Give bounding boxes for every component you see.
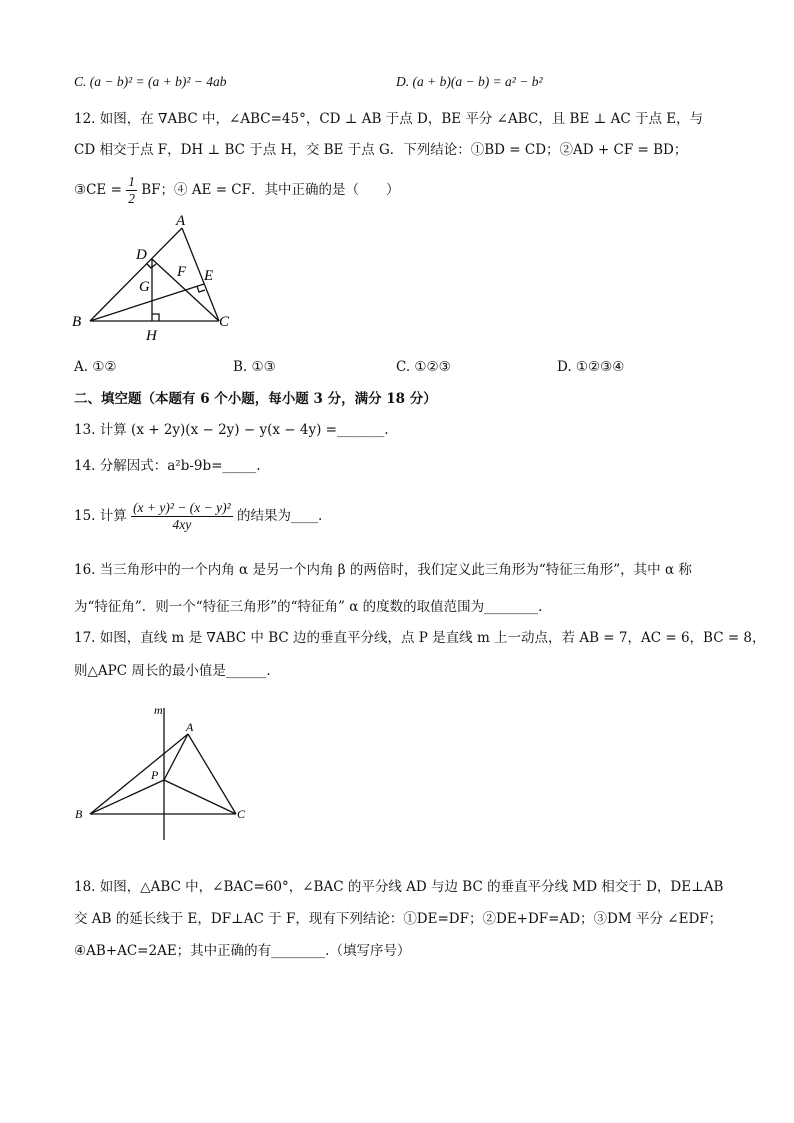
q17-segment-ab xyxy=(90,734,188,814)
q17-label-m: m xyxy=(154,703,163,717)
q15-prefix: 15. 计算 xyxy=(74,508,127,524)
q12-segment-ac xyxy=(182,228,219,321)
q17-label-a: A xyxy=(186,720,194,734)
q15-suffix: 的结果为____. xyxy=(236,508,323,524)
q12-right-angle-e xyxy=(197,286,205,292)
q16-line2: 为“特征角”．则一个“特征三角形”的“特征角” α 的度数的取值范围为________. xyxy=(74,599,543,615)
q12-fraction xyxy=(126,174,137,207)
q12-label-d: D xyxy=(136,247,147,263)
q12-label-a: A xyxy=(176,213,186,229)
q12-label-c: C xyxy=(219,314,230,330)
q18-line3: ④AB+AC=2AE；其中正确的有________.（填写序号） xyxy=(74,943,411,959)
q17-figure xyxy=(70,700,260,845)
q18-line2: 交 AB 的延长线于 E，DF⊥AC 于 F，现有下列结论：①DE=DF；②DE+DF=AD；③DM 平分 ∠EDF； xyxy=(74,911,723,927)
q16-line1: 16. 当三角形中的一个内角 α 是另一个内角 β 的两倍时，我们定义此三角形为“特征三角形”，其中 α 称 xyxy=(74,562,692,578)
q17-segment-pa xyxy=(164,734,188,780)
q12-option-b: B. ①③ xyxy=(233,359,276,375)
q12-line3-suffix: BF；④ AE = CF．其中正确的是（ ） xyxy=(141,182,400,198)
q12-option-a: A. ①② xyxy=(74,359,117,375)
q17-label-b: B xyxy=(75,807,83,821)
q12-line3-prefix: ③CE = xyxy=(74,182,122,198)
q12-label-h: H xyxy=(146,328,157,344)
q15-fraction xyxy=(131,500,233,533)
q17-line1: 17. 如图，直线 m 是 ∇ABC 中 BC 边的垂直平分线，点 P 是直线 m 上一动点，若 AB = 7，AC = 6，BC = 8， xyxy=(74,630,766,646)
q12-label-e: E xyxy=(204,268,214,284)
q12-stem-line2: CD 相交于点 F，DH ⊥ BC 于点 H，交 BE 于点 G．下列结论：①BD = CD；②AD + CF = BD； xyxy=(74,142,688,158)
q12-label-g: G xyxy=(139,279,150,295)
q12-stem-line1: 12. 如图，在 ∇ABC 中，∠ABC=45°，CD ⊥ AB 于点 D，BE 平分 ∠ABC，且 BE ⊥ AC 于点 E，与 xyxy=(74,111,704,127)
q12-label-b: B xyxy=(72,314,82,330)
q11-option-d: D. (a + b)(a − b) = a² − b² xyxy=(396,74,543,89)
q15-frac-denominator: 4xy xyxy=(172,517,192,532)
section-2-heading: 二、填空题（本题有 6 个小题，每小题 3 分，满分 18 分） xyxy=(74,391,437,407)
q17-label-p: P xyxy=(151,768,159,782)
q17-line2: 则△APC 周长的最小值是______. xyxy=(74,663,271,679)
q12-frac-numerator: 1 xyxy=(128,174,135,189)
q12-option-d: D. ①②③④ xyxy=(557,359,625,375)
q17-segment-bp xyxy=(90,780,164,814)
q18-line1: 18. 如图，△ABC 中，∠BAC=60°，∠BAC 的平分线 AD 与边 BC 的垂直平分线 MD 相交于 D，DE⊥AB xyxy=(74,879,724,895)
q12-option-c: C. ①②③ xyxy=(396,359,451,375)
q12-stem-line3 xyxy=(74,172,400,208)
q15-frac-numerator: (x + y)² − (x − y)² xyxy=(133,500,231,515)
q11-option-c: C. (a − b)² = (a + b)² − 4ab xyxy=(74,74,227,89)
q17-label-c: C xyxy=(237,807,246,821)
q13-text: 13. 计算 (x + 2y)(x − 2y) − y(x − 4y) =_______. xyxy=(74,422,389,438)
q15-text xyxy=(74,496,322,536)
q12-right-angle-h xyxy=(152,314,159,321)
q12-label-f: F xyxy=(177,264,187,280)
q14-text: 14. 分解因式：a²b-9b=_____. xyxy=(74,458,261,474)
q12-figure xyxy=(66,210,241,345)
q12-frac-denominator: 2 xyxy=(128,191,135,206)
